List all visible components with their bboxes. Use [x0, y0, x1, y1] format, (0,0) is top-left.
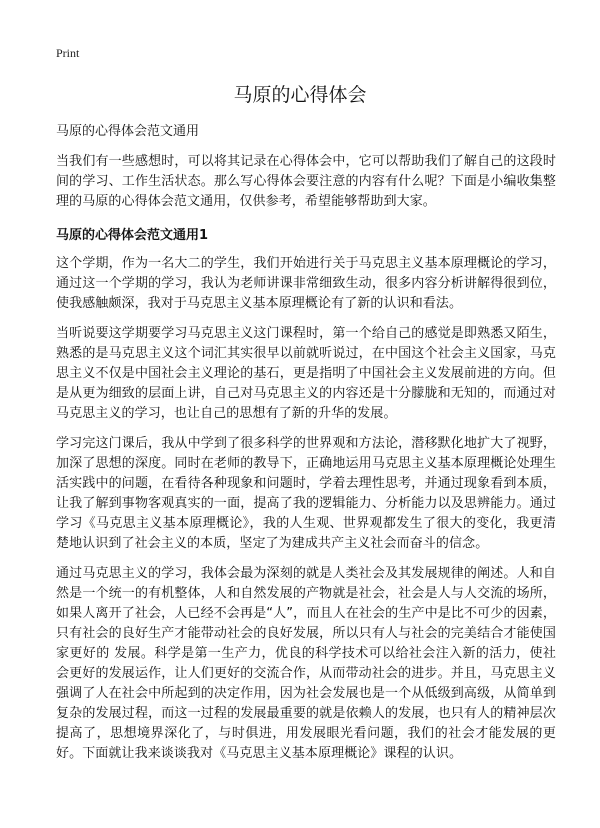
section-heading: 马原的心得体会范文通用1 — [56, 228, 209, 243]
body-paragraph-1: 这个学期，作为一名大二的学生，我们开始进行关于马克思主义基本原理概论的学习，通过这一个学期的学习，我认为老师讲课非常细致生动，很多内容分析讲解得很到位，使我感触颇深，我对于马克思主义基本原理概论有了新的认识和看法。 — [56, 256, 556, 311]
page-title: 马原的心得体会 — [233, 84, 367, 106]
body-paragraph-4: 通过马克思主义的学习，我体会最为深刻的就是人类社会及其发展规律的阐述。人和自然是一个统一的有机整体，人和自然发展的产物就是社会，社会是人与人交流的场所，如果人离开了社会，人已经不会再是“人”，而且人在社会的生产中是比不可少的因素，只有社会的良好生产才能带动社会的良好发展，所以只有人与社会的完美结合才能使国家更好的 发展。科学是第一生产力，优良的科学技术可以给社会注入新的活力，使社会更好的发展运作，让人们更好的交流合作，从而带动社会的进步。并且，马克思主义强调了人在社会中所起到的决定作用，因为社会发展也是一个从低级到高级，从简单到复杂的发展过程，而这一过程的发展最重要的就是依赖人的发展，也只有人的精神层次提高了，思想境界深化了，与时俱进，用发展眼光看问题，我们的社会才能发展的更好。下面就让我来谈谈我对《马克思主义基本原理概论》课程的认识。 — [56, 566, 556, 761]
print-label: Print — [56, 46, 80, 60]
intro-paragraph: 当我们有一些感想时，可以将其记录在心得体会中，它可以帮助我们了解自己的这段时间的学习、工作生活状态。那么写心得体会要注意的内容有什么呢？下面是小编收集整理的马原的心得体会范文通用，仅供参考，希望能够帮助到大家。 — [56, 154, 556, 209]
body-paragraph-2: 当听说要这学期要学习马克思主义这门课程时，第一个给自己的感觉是即熟悉又陌生，熟悉的是马克思主义这个词汇其实很早以前就听说过，在中国这个社会主义国家，马克思主义不仅是中国社会主义理论的基石，更是指明了中国社会主义发展前进的方向。但是从更为细致的层面上讲，自己对马克思主义的内容还是十分朦胧和无知的，而通过对马克思主义的学习，也让自己的思想有了新的升华的发展。 — [56, 326, 556, 421]
document-body — [56, 122, 556, 774]
document-subtitle: 马原的心得体会范文通用 — [56, 124, 200, 139]
body-paragraph-3: 学习完这门课后，我从中学到了很多科学的世界观和方法论，潜移默化地扩大了视野，加深了思想的深度。同时在老师的教导下，正确地运用马克思主义基本原理概论处理生活实践中的问题，在看待各种现象和问题时，学着去理性思考，并通过现象看到本质，让我了解到事物客观真实的一面，提高了我的逻辑能力、分析能力以及思辨能力。通过学习《马克思主义基本原理概论》，我的人生观、世界观都发生了很大的变化，我更清楚地认识到了社会主义的本质，坚定了为建成共产主义社会而奋斗的信念。 — [56, 436, 556, 551]
